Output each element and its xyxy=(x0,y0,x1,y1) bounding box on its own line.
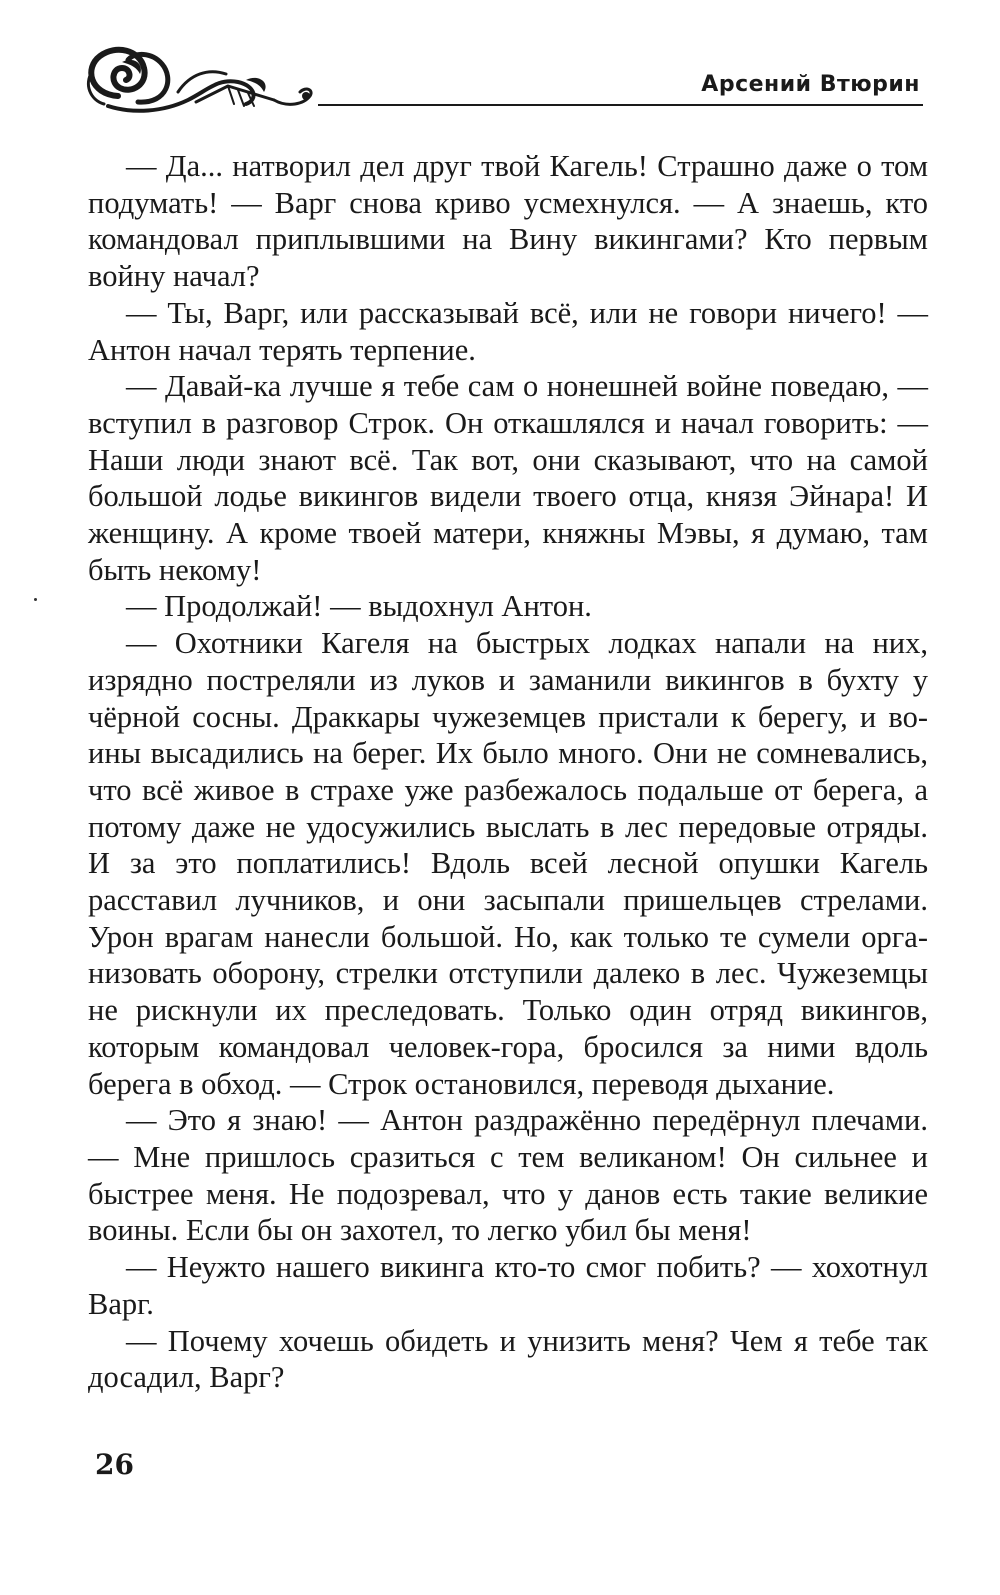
running-head-author: Арсений Втюрин xyxy=(701,72,920,97)
paragraph: — Охотники Кагеля на быстрых лодках напали на них, изрядно постреляли из луков и заманили викингов в бухту у чёрной сосны. Драккары чужеземцев пристали к берегу, и воины высадились на берег. Их было много. Они не сомневались, что всё живое в страхе уже разбежалось подальше от берега, а потому даже не удосужились выслать в лес передовые отряды. И за это поплатились! Вдоль всей лесной опушки Кагель расставил лучников, и они засыпали пришельцев стрелами. Урон врагам нанесли большой. Но, как только те сумели организовать оборону, стрелки отступили далеко в лес. Чужеземцы не рискнули их преследовать. Только один отряд викингов, которым командовал человек-гора, бросился за ними вдоль берега в обход. — Строк остановился, переводя дыхание. xyxy=(88,626,928,1101)
page-number: 26 xyxy=(95,1448,134,1481)
paragraph: — Да... натворил дел друг твой Кагель! Страшно даже о том подумать! — Варг снова криво усмехнулся. — А знаешь, кто командовал приплывшими на Вину викингами? Кто первым войну начал? xyxy=(88,149,928,294)
paragraph: — Давай-ка лучше я тебе сам о нонешней войне поведаю, — вступил в разговор Строк. Он откашлялся и начал говорить: — Наши люди знают всё. Так вот, они сказывают, что на самой большой лодье викингов видели твоего отца, князя Эйнара! И женщину. А кроме твоей матери, княжны Мэвы, я думаю, там быть некому! xyxy=(88,369,928,587)
header-rule xyxy=(318,104,923,106)
paragraph: — Ты, Варг, или рассказывай всё, или не говори ничего! — Антон начал терять терпение. xyxy=(88,295,928,367)
paragraph: — Неужто нашего викинга кто-то смог побить? — хохотнул Варг. xyxy=(88,1250,928,1321)
scan-speck xyxy=(34,598,37,601)
paragraph: — Продолжай! — выдохнул Антон. xyxy=(126,589,592,624)
paragraph: — Это я знаю! — Антон раздражённо передёрнул плечами. — Мне пришлось сразиться с тем великаном! Он сильнее и быстрее меня. Не подозревал, что у данов есть такие великие воины. Если бы он захотел, то легко убил бы меня! xyxy=(88,1103,928,1248)
page-header xyxy=(78,38,928,118)
ornament-icon xyxy=(78,38,338,118)
paragraph: — Почему хочешь обидеть и унизить меня? Чем я тебе так досадил, Варг? xyxy=(88,1323,928,1395)
body-text xyxy=(88,148,928,1396)
